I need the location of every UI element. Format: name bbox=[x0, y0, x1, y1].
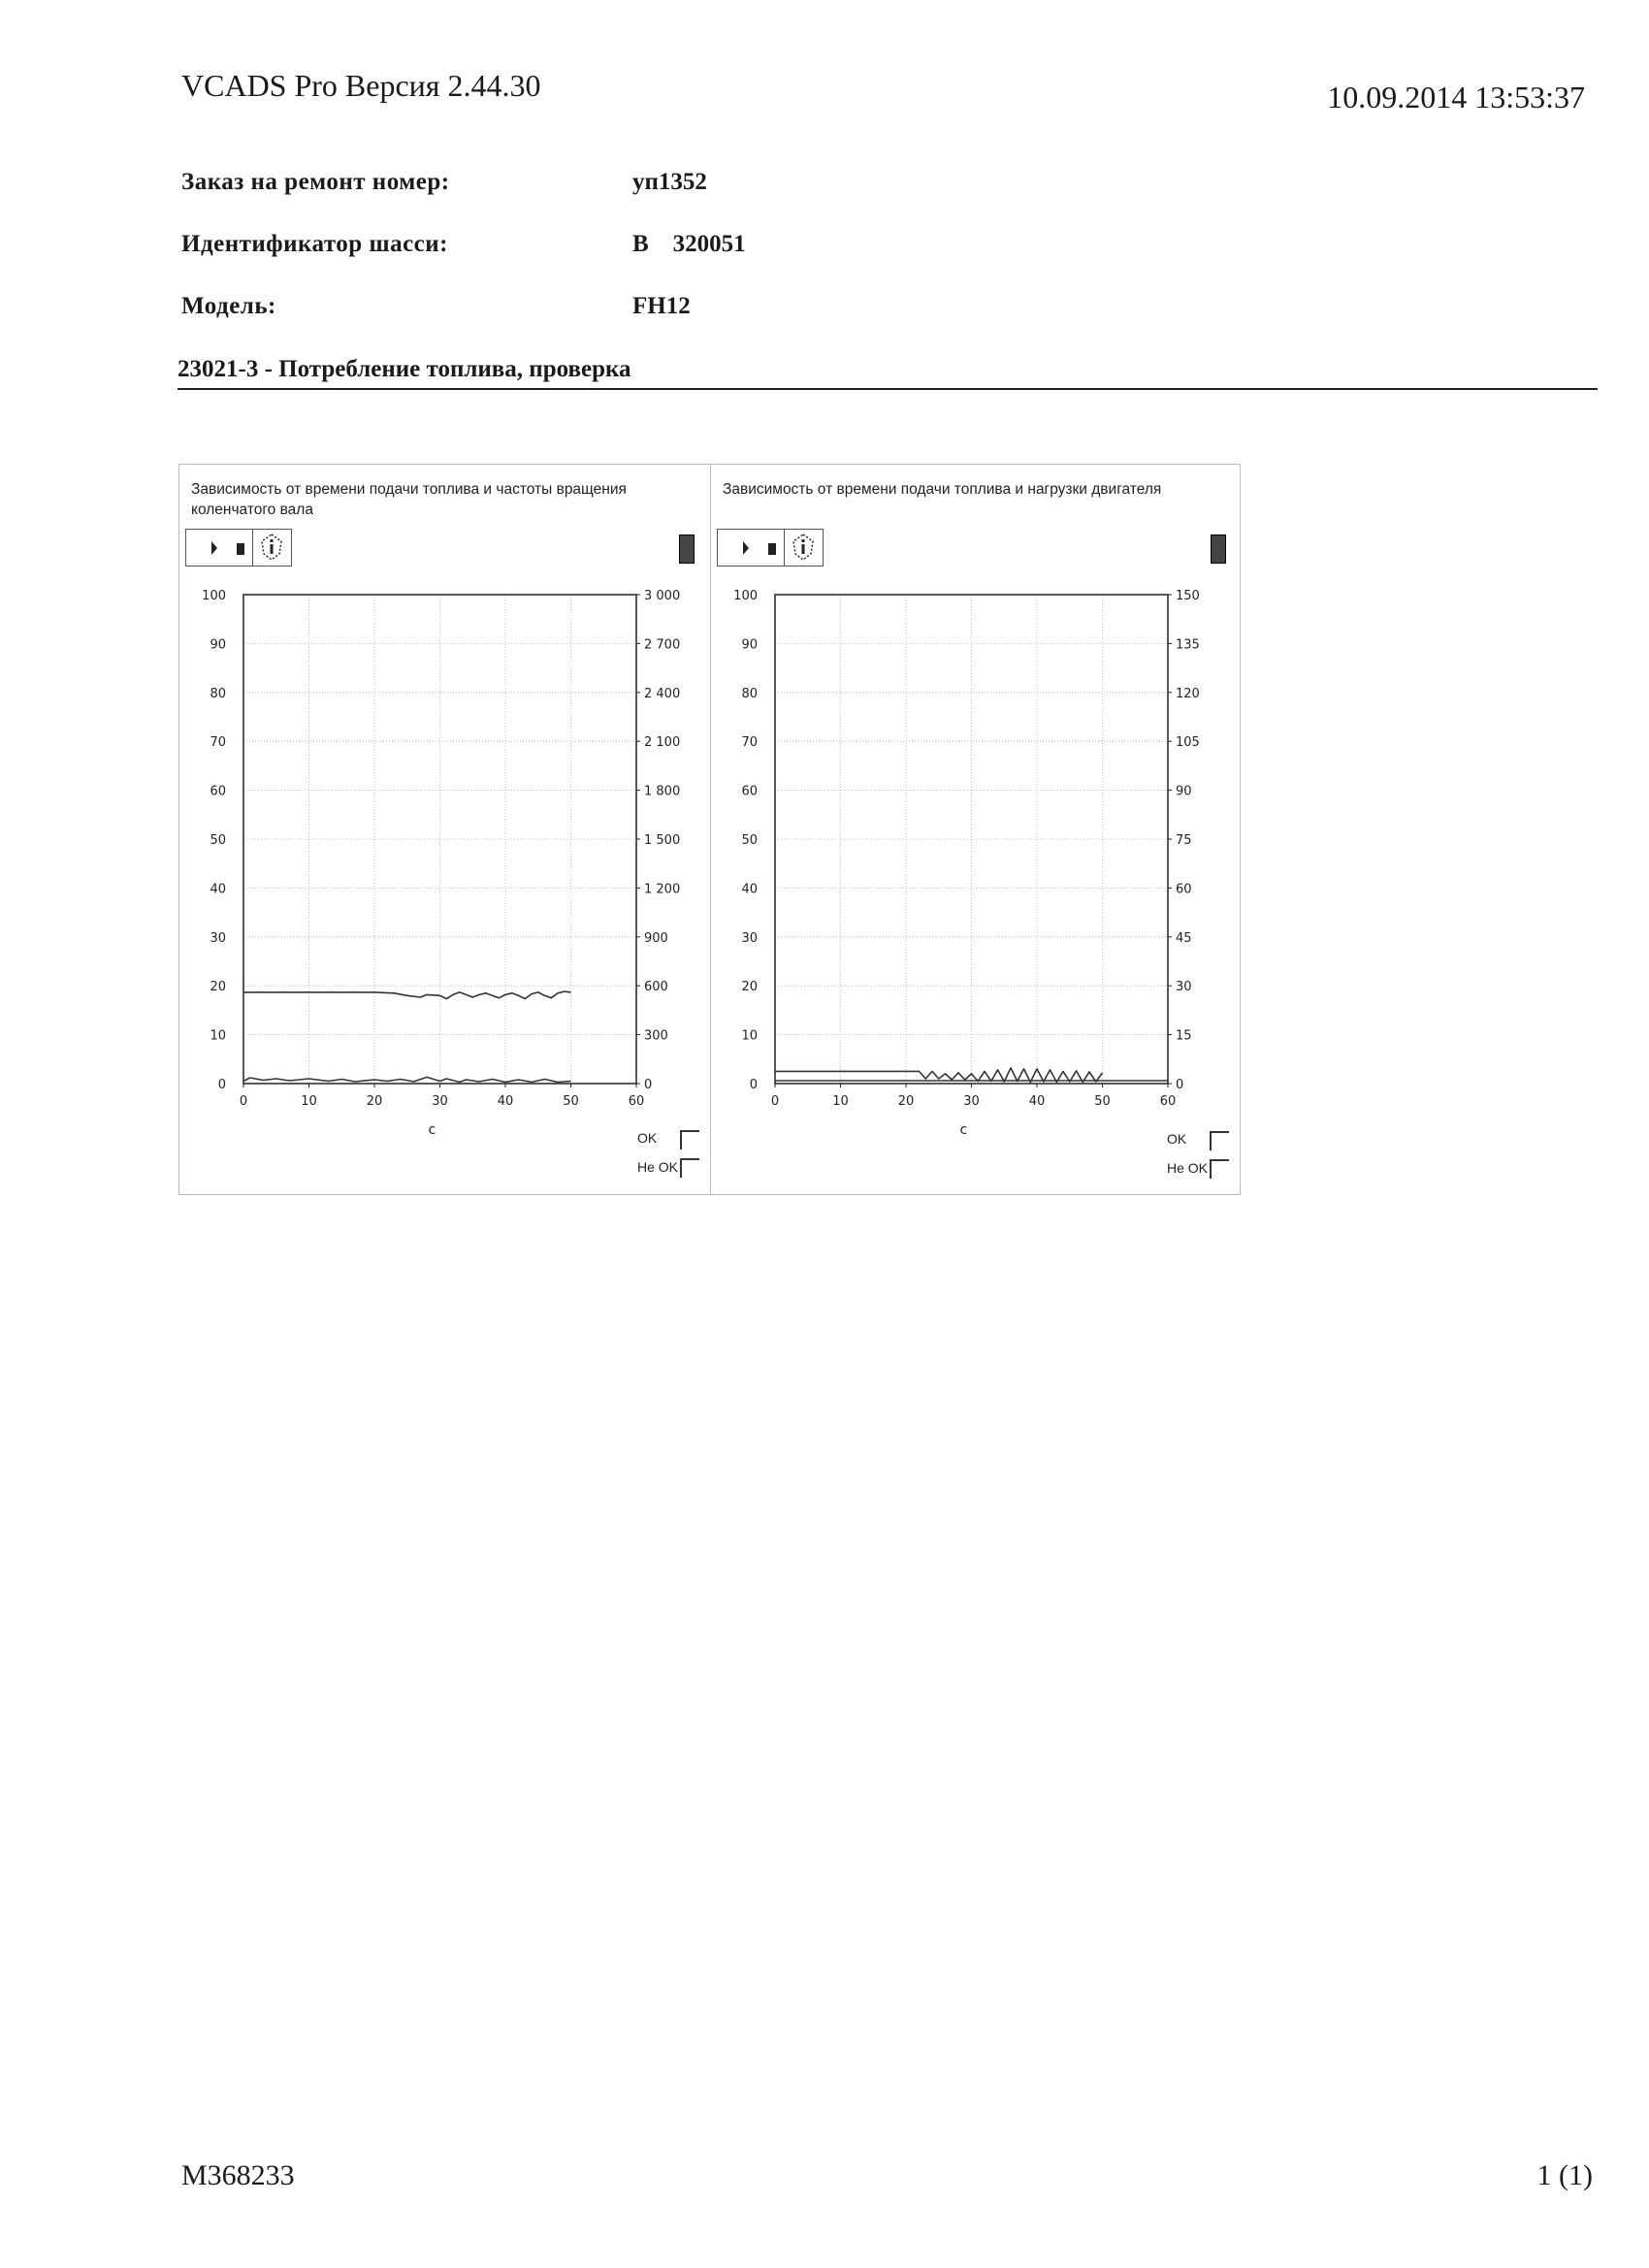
chart-load-svg bbox=[711, 465, 1240, 1194]
y-right-tick-label: 600 bbox=[644, 980, 668, 995]
x-tick-label: 20 bbox=[366, 1094, 383, 1109]
y-right-tick-label: 2 100 bbox=[644, 735, 681, 751]
not-ok-checkbox[interactable] bbox=[680, 1158, 699, 1178]
chart-rpm-svg bbox=[179, 465, 711, 1194]
y-left-tick-label: 80 bbox=[741, 686, 758, 701]
y-left-tick-label: 30 bbox=[210, 930, 226, 946]
y-right-tick-label: 15 bbox=[1176, 1028, 1192, 1044]
y-right-tick-label: 2 400 bbox=[644, 686, 681, 701]
model-value: FH12 bbox=[632, 293, 691, 319]
y-left-tick-label: 100 bbox=[202, 589, 226, 603]
ok-label: OK bbox=[1167, 1131, 1187, 1147]
y-left-tick-label: 70 bbox=[741, 735, 758, 751]
y-left-tick-label: 20 bbox=[741, 980, 758, 995]
ok-checkbox[interactable] bbox=[1210, 1131, 1229, 1150]
x-tick-label: 60 bbox=[1159, 1094, 1177, 1109]
ok-label: OK bbox=[637, 1130, 658, 1146]
y-left-tick-label: 60 bbox=[210, 784, 226, 799]
y-right-tick-label: 0 bbox=[1176, 1078, 1184, 1092]
y-left-tick-label: 40 bbox=[741, 882, 758, 897]
y-left-tick-label: 90 bbox=[741, 637, 758, 653]
ok-checkbox[interactable] bbox=[680, 1130, 699, 1150]
x-axis-label: с bbox=[959, 1122, 968, 1138]
chart-title-line-1: Зависимость от времени подачи топлива и частоты вращения bbox=[191, 481, 627, 498]
y-right-tick-label: 1 200 bbox=[644, 882, 681, 897]
y-right-tick-label: 60 bbox=[1176, 882, 1192, 897]
y-right-tick-label: 30 bbox=[1176, 980, 1192, 995]
x-tick-label: 30 bbox=[432, 1094, 448, 1109]
print-datetime: 10.09.2014 13:53:37 bbox=[1327, 80, 1585, 114]
x-tick-label: 0 bbox=[239, 1094, 248, 1109]
y-left-tick-label: 50 bbox=[741, 833, 758, 848]
x-tick-label: 30 bbox=[963, 1094, 980, 1109]
document-id: M368233 bbox=[181, 2159, 295, 2191]
y-left-tick-label: 100 bbox=[733, 589, 758, 603]
chart-panel-rpm bbox=[178, 464, 712, 1195]
y-right-tick-label: 1 800 bbox=[644, 784, 681, 799]
y-right-tick-label: 120 bbox=[1176, 686, 1200, 701]
model-label: Модель: bbox=[181, 293, 276, 319]
repair-order-value: уп1352 bbox=[632, 169, 707, 195]
x-tick-label: 40 bbox=[1028, 1094, 1046, 1109]
not-ok-checkbox[interactable] bbox=[1210, 1159, 1229, 1179]
page-number: 1 (1) bbox=[1536, 2159, 1593, 2191]
chart-title-line-1: Зависимость от времени подачи топлива и нагрузки двигателя bbox=[723, 481, 1162, 498]
repair-order-label: Заказ на ремонт номер: bbox=[181, 169, 450, 195]
y-left-tick-label: 20 bbox=[210, 980, 226, 995]
y-right-tick-label: 135 bbox=[1176, 637, 1200, 653]
chassis-id-label: Идентификатор шасси: bbox=[181, 231, 448, 257]
chart-panel-load bbox=[710, 464, 1241, 1195]
series-line-fuel-delivery-time bbox=[243, 1077, 571, 1082]
y-right-tick-label: 45 bbox=[1176, 930, 1192, 946]
not-ok-label: Не OK bbox=[637, 1159, 679, 1175]
y-left-tick-label: 60 bbox=[741, 784, 758, 799]
y-left-tick-label: 10 bbox=[741, 1028, 758, 1044]
y-left-tick-label: 80 bbox=[210, 686, 226, 701]
y-left-tick-label: 50 bbox=[210, 833, 226, 848]
y-right-tick-label: 75 bbox=[1176, 833, 1192, 848]
app-version: VCADS Pro Версия 2.44.30 bbox=[181, 68, 541, 103]
y-right-tick-label: 2 700 bbox=[644, 637, 681, 653]
y-right-tick-label: 1 500 bbox=[644, 833, 681, 848]
section-divider bbox=[178, 388, 1598, 390]
y-left-tick-label: 40 bbox=[210, 882, 226, 897]
y-right-tick-label: 105 bbox=[1176, 735, 1200, 751]
x-tick-label: 50 bbox=[563, 1094, 579, 1109]
y-left-tick-label: 70 bbox=[210, 735, 226, 751]
series-line-crankshaft-rpm bbox=[243, 991, 571, 999]
y-right-tick-label: 150 bbox=[1176, 589, 1200, 603]
y-right-tick-label: 300 bbox=[644, 1028, 668, 1044]
x-tick-label: 40 bbox=[497, 1094, 514, 1109]
y-left-tick-label: 10 bbox=[210, 1028, 226, 1044]
chart-title-line-2: коленчатого вала bbox=[191, 502, 313, 518]
y-right-tick-label: 3 000 bbox=[644, 589, 681, 603]
x-tick-label: 60 bbox=[628, 1094, 645, 1109]
not-ok-label: Не OK bbox=[1167, 1160, 1209, 1176]
chassis-id-value: B 320051 bbox=[632, 231, 746, 257]
x-tick-label: 0 bbox=[770, 1094, 780, 1109]
y-right-tick-label: 0 bbox=[644, 1078, 653, 1092]
x-tick-label: 50 bbox=[1094, 1094, 1111, 1109]
y-left-tick-label: 0 bbox=[749, 1078, 758, 1092]
x-axis-label: с bbox=[428, 1122, 436, 1138]
x-tick-label: 10 bbox=[301, 1094, 317, 1109]
y-right-tick-label: 90 bbox=[1176, 784, 1192, 799]
x-tick-label: 20 bbox=[897, 1094, 915, 1109]
y-right-tick-label: 900 bbox=[644, 930, 668, 946]
y-left-tick-label: 0 bbox=[217, 1078, 226, 1092]
x-tick-label: 10 bbox=[832, 1094, 849, 1109]
y-left-tick-label: 30 bbox=[741, 930, 758, 946]
section-title: 23021-3 - Потребление топлива, проверка bbox=[178, 356, 631, 382]
y-left-tick-label: 90 bbox=[210, 637, 226, 653]
